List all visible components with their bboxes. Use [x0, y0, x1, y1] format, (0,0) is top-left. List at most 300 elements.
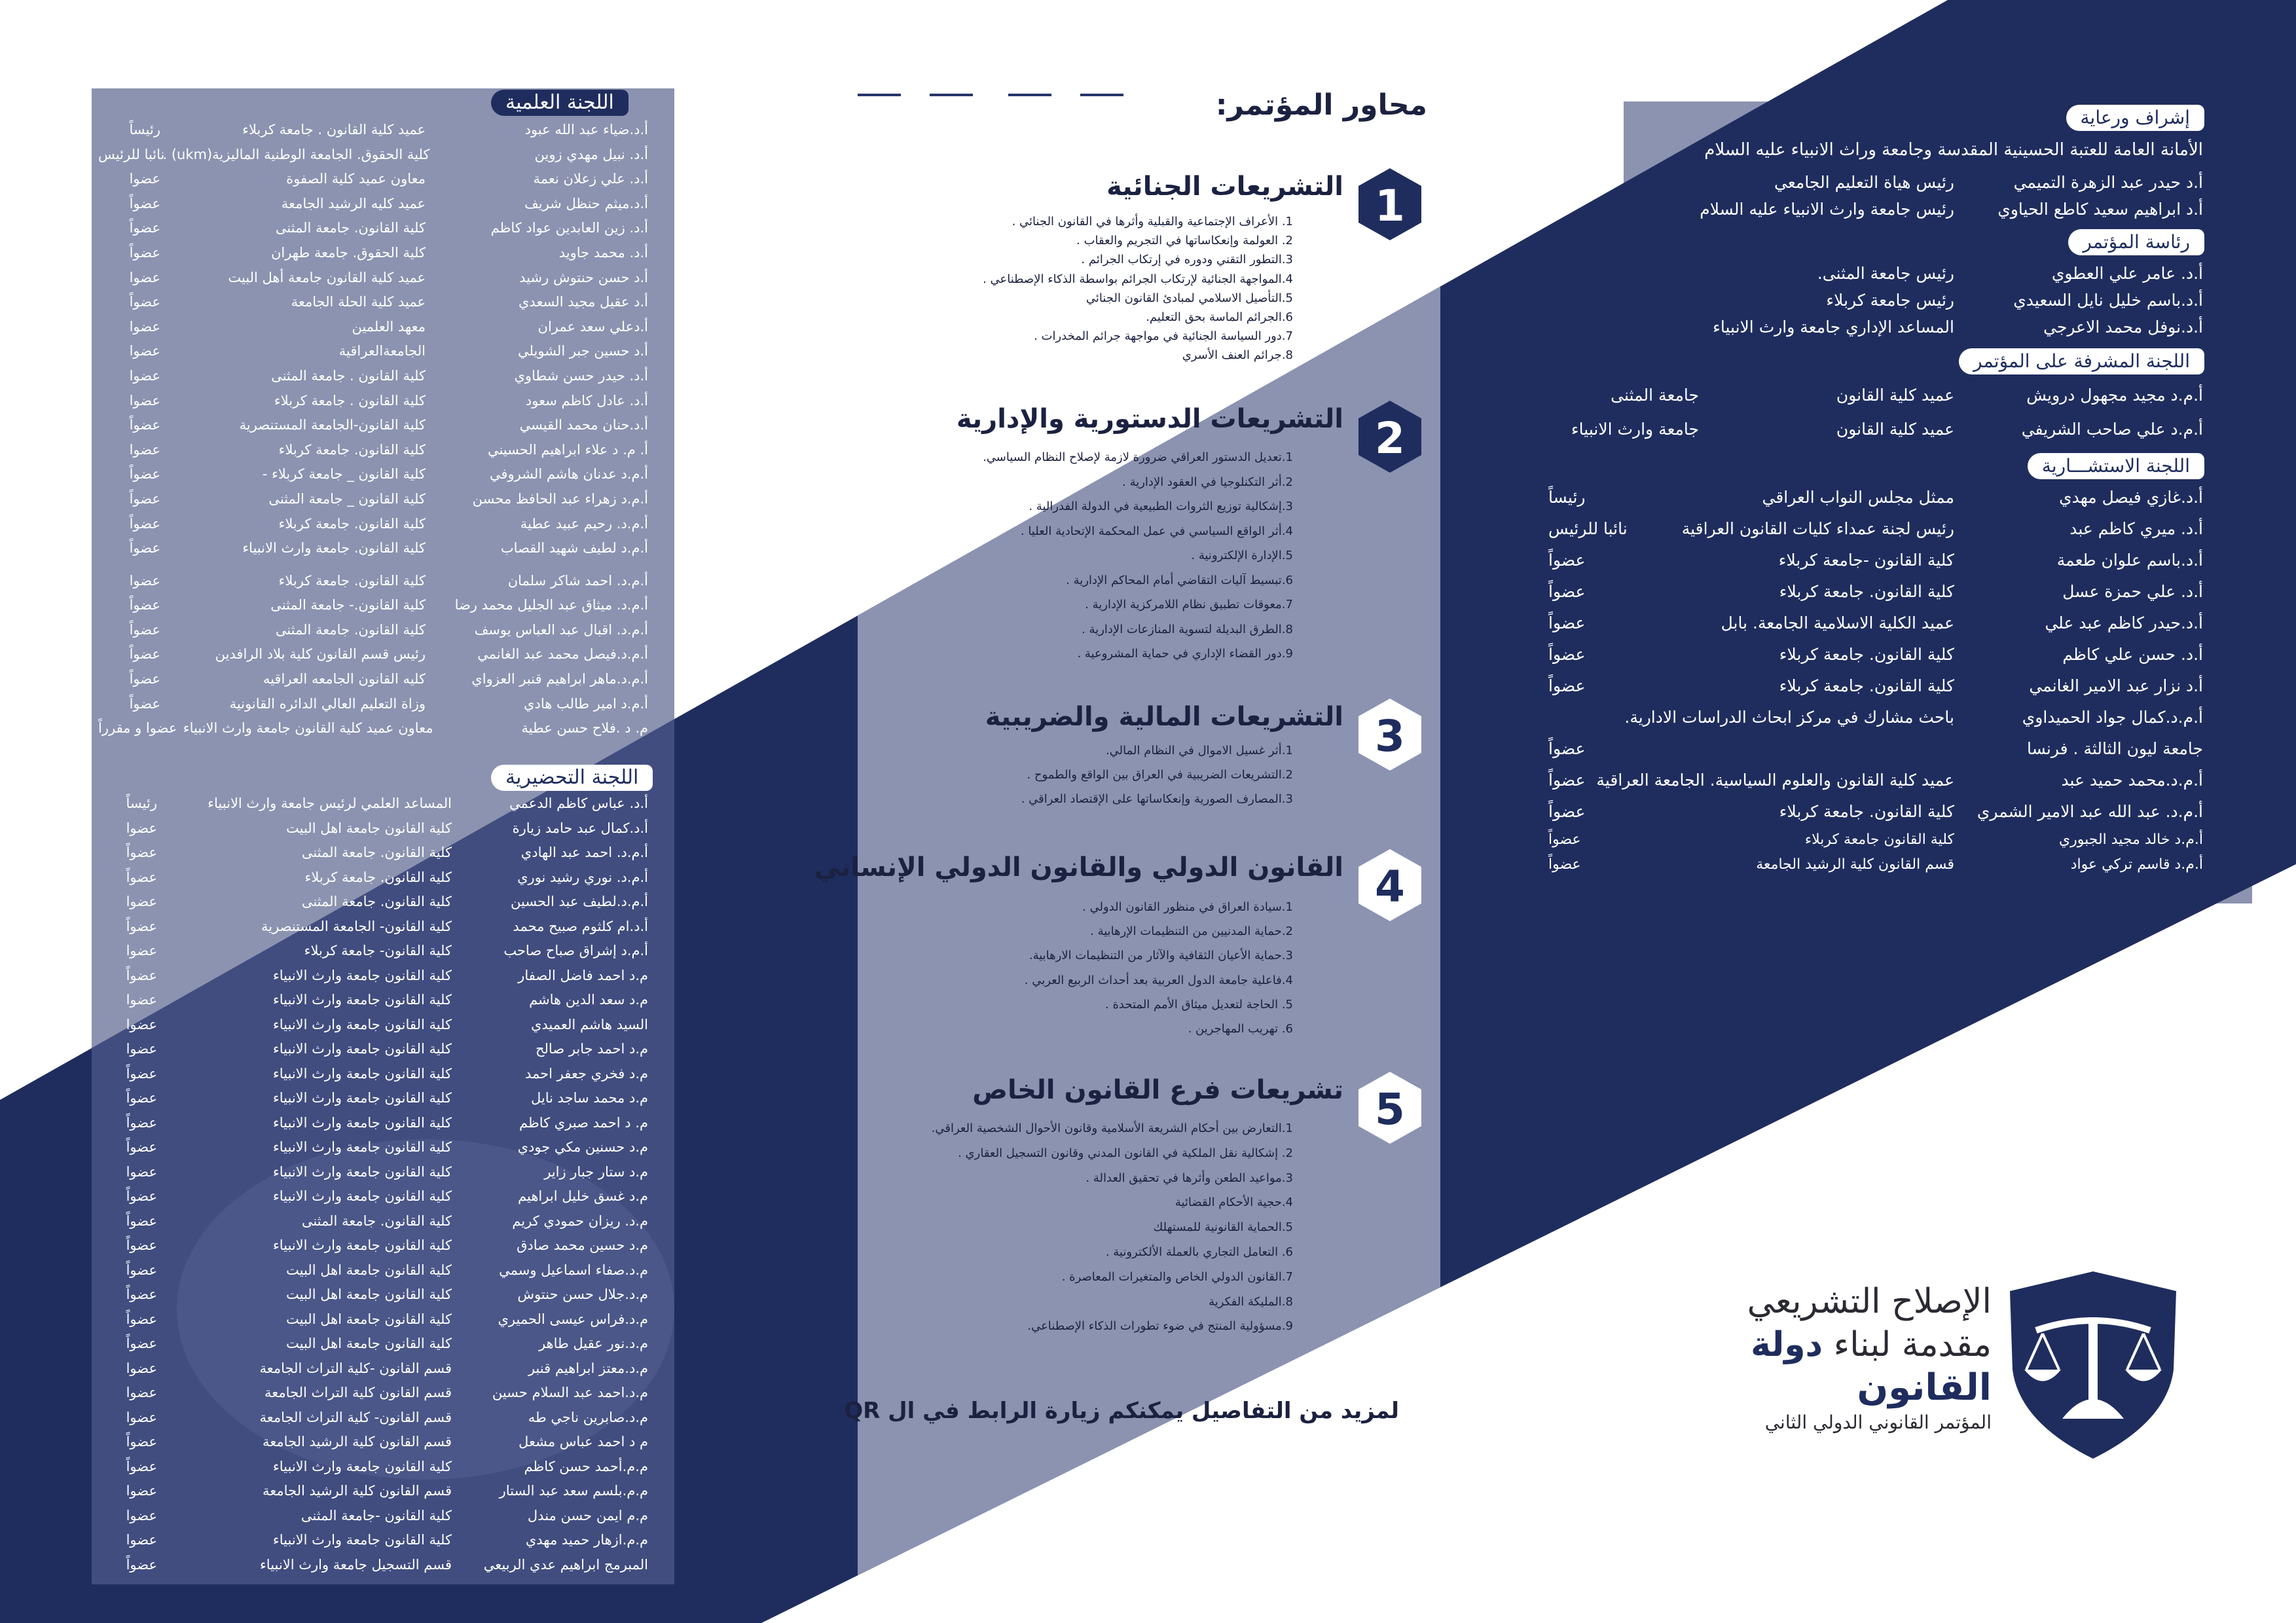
section-number-badge	[1358, 168, 1421, 240]
section-item: 5.التأصيل الاسلامي لمبادئ القانون الجنائي	[1085, 291, 1293, 305]
logo-line-2	[1747, 1323, 1992, 1366]
section-item: 2.حماية المدنيين من التنظيمات الإرهابية .	[1090, 924, 1293, 939]
member-role: عضواً	[1548, 831, 1581, 848]
member-role: عضوا	[129, 171, 160, 187]
supervising-committee-list	[1571, 378, 2203, 447]
member-affiliation: كلية القانون _ جامعة المثنى	[268, 490, 426, 507]
committee-row	[1548, 828, 2203, 852]
member-name: أ.د.غازي فيصل مهدي	[2059, 488, 2203, 507]
committee-row	[98, 1184, 648, 1209]
qr-footer-text: لمزيد من التفاصيل يمكنكم زيارة الرابط في ال QR	[844, 1398, 1399, 1424]
member-role: عضوا و مقرراً	[98, 720, 177, 737]
member-name: أ.م.د.كمال جواد الحميداوي	[2022, 708, 2203, 727]
member-name: أ.د.باسم خليل نايل السعيدي	[2013, 291, 2203, 310]
logo-shield-icon	[2010, 1271, 2176, 1459]
member-role: عضواً	[126, 1434, 157, 1450]
member-role: عضواً	[126, 1286, 157, 1302]
committee-row	[98, 389, 648, 414]
committee-row	[98, 692, 648, 717]
section-title: التشريعات الدستورية والإدارية	[956, 404, 1343, 434]
preparatory-committee-list	[98, 792, 648, 1577]
member-name: أ. م. د علاء ابراهيم الحسيني	[487, 441, 648, 458]
section-item: 7.القانون الدولي الخاص والمتغيرات المعاصرة .	[1061, 1269, 1293, 1284]
committee-row	[98, 339, 648, 364]
section-item: 9.دور القضاء الإداري في حماية المشروعية .	[1077, 647, 1293, 661]
member-affiliation: كلية القانون جامعة وارث الانبياء	[272, 1016, 452, 1032]
member-role: عضواً	[126, 1065, 157, 1082]
committee-row	[1611, 378, 2203, 412]
committee-row	[1561, 260, 2203, 287]
member-affiliation: كلية القانون جامعة اهل البيت	[286, 1336, 452, 1351]
member-role: عضواً	[129, 195, 160, 211]
advisory-committee-list	[1548, 482, 2203, 877]
committee-row	[1640, 196, 2203, 223]
member-role: عضوا	[126, 1041, 157, 1057]
member-affiliation: كلية القانون جامعة وارث الانبياء	[272, 1041, 452, 1057]
member-affiliation: باحث مشارك في مركز ابحاث الدراسات الادارية.	[1624, 708, 1954, 727]
member-role: عضواً	[129, 294, 160, 310]
committee-row	[98, 1111, 648, 1136]
section-number-badge	[1358, 401, 1421, 473]
member-role: عضواً	[126, 967, 157, 983]
committee-row	[98, 642, 648, 667]
section-number: 1	[1375, 181, 1405, 231]
committee-row	[98, 364, 648, 389]
committee-row	[98, 241, 648, 266]
member-affiliation: عميد كلية القانون والعلوم السياسية. الجامعة العراقية	[1596, 771, 1954, 790]
member-role: عضوا	[126, 1532, 157, 1548]
committee-row	[98, 462, 648, 487]
member-name: أ.د. حيدر حسن شطاوي	[514, 367, 648, 384]
member-affiliation: كلية القانون جامعة وارث الانبياء	[272, 1458, 452, 1474]
section-item: 3.حماية الأعيان الثقافية والآثار من التنظيمات الارهابية.	[1029, 949, 1293, 963]
committee-row	[98, 988, 648, 1013]
member-role: عضواً	[129, 466, 160, 483]
decor-dash	[930, 94, 973, 96]
supervision-title: إشراف ورعاية	[2066, 105, 2204, 131]
member-role: عضوا	[129, 367, 160, 384]
member-name: م.د ستار جبار زاير	[544, 1163, 648, 1180]
member-name: المبرمج ابراهيم عدي الربيعي	[483, 1556, 648, 1573]
member-role: عضواً	[126, 1237, 157, 1253]
committee-row	[98, 1062, 648, 1087]
member-affiliation: كلية القانون جامعة وارث الانبياء	[272, 1065, 452, 1082]
member-affiliation: قسم القانون كلية الرشيد الجامعة	[263, 1434, 452, 1450]
logo-line-4: المؤتمر القانوني الدولي الثاني	[1764, 1412, 1992, 1433]
section-item: 2. العولمة وإنعكاساتها في التجريم والعقاب .	[1076, 234, 1293, 248]
member-name: م.م ايمن حسن مندل	[527, 1507, 648, 1523]
section-item: 2.التشريعات الضريبية في العراق بين الواقع والطموح .	[1027, 768, 1293, 782]
member-name: م.د.احمد عبد السلام حسين	[492, 1385, 648, 1400]
section-item: 6.الجرائم الماسة بحق التعليم.	[1146, 310, 1293, 324]
member-name: أ.م.د لطيف شهيد القصاب	[500, 540, 648, 556]
member-name: أ.د حسن حنتوش رشيد	[519, 269, 648, 285]
member-role: عضواً	[1548, 613, 1586, 632]
committee-row	[98, 1135, 648, 1160]
member-name: أ.م.د.فيصل محمد عبد الغانمي	[477, 646, 648, 663]
member-role: عضواً	[1548, 856, 1581, 873]
member-role: عضواً	[126, 1213, 157, 1229]
member-name: أ.م.د. عبد الله عبد الامير الشمري	[1977, 802, 2203, 821]
committee-row	[98, 315, 648, 340]
committee-row	[1548, 608, 2203, 639]
committee-row	[98, 167, 648, 192]
member-name: أ.د.ميثم حنظل شريف	[524, 195, 648, 211]
member-affiliation: كلية القانون جامعة وارث الانبياء	[272, 1090, 452, 1106]
member-affiliation: رئيس جامعة وارث الانبياء عليه السلام	[1700, 200, 1954, 219]
member-affiliation: كلية القانون جامعة وارث الانبياء	[272, 1163, 452, 1180]
member-role: عضواً	[129, 540, 160, 556]
section-item: 2.أثر التكنلوجيا في العقود الإدارية .	[1122, 475, 1293, 489]
committee-row	[98, 841, 648, 866]
member-name: أ.د عقيل مجيد السعدي	[518, 294, 648, 310]
member-role: عضواً	[126, 1458, 157, 1474]
section-item: 6. تهريب المهاجرين .	[1188, 1022, 1293, 1036]
member-name: أ.م.د زهراء عبد الحافظ محسن	[472, 490, 648, 507]
committee-row	[1548, 482, 2203, 513]
committee-row	[98, 1504, 648, 1529]
committee-row	[98, 816, 648, 841]
supervision-list	[1640, 169, 2203, 223]
member-role: عضواً	[126, 1114, 157, 1131]
member-name: أ.م.د عدنان هاشم الشروفي	[489, 466, 648, 483]
member-role: عضواً	[1548, 739, 1586, 758]
member-name: أ.د نزار عبد الامير الغانمي	[2029, 676, 2203, 695]
member-role: عضواً	[1548, 676, 1586, 695]
member-name: أ.م.د خالد مجيد الجبوري	[2058, 831, 2203, 848]
member-affiliation: رئيس هياة التعليم الجامعي	[1774, 173, 1954, 192]
member-role: عضواً	[129, 417, 160, 433]
committee-row	[98, 438, 648, 463]
member-role	[1548, 702, 1624, 733]
member-affiliation: كلية الحقوق. الجامعة الوطنية الماليزية(ukm) .	[162, 146, 430, 162]
scientific-committee-list	[98, 118, 648, 741]
section-item: 1.سيادة العراق في منظور القانون الدولي .	[1082, 900, 1293, 914]
section-item: 2. إشكالية نقل الملكية في القانون المدني وقانون التسجيل العقاري .	[958, 1146, 1293, 1160]
committee-row	[1640, 169, 2203, 196]
member-name: أ.م.د.لطيف عبد الحسين	[511, 894, 648, 909]
member-affiliation: عميد كلية الحلة الجامعة	[291, 294, 426, 310]
member-role: عضواً	[129, 695, 160, 712]
member-name: جامعة ليون الثالثة . فرنسا	[2026, 739, 2203, 758]
member-role: عضوا	[129, 572, 160, 589]
member-affiliation: المساعد الإداري جامعة وارث الانبياء	[1713, 318, 1954, 337]
member-affiliation: رئيس جامعة المثنى.	[1817, 264, 1954, 283]
axes-heading: محاور المؤتمر:	[1215, 88, 1427, 122]
member-affiliation: كلية القانون جامعة وارث الانبياء	[272, 967, 452, 983]
member-affiliation: قسم القانون- كلية التراث الجامعة	[259, 1409, 452, 1425]
committee-row	[98, 1455, 648, 1480]
member-affiliation: كلية القانون . جامعة كربلاء	[274, 392, 426, 409]
member-role: عضواً	[1548, 645, 1586, 664]
member-name: أ.د.حيدر كاظم عبد علي	[2045, 613, 2203, 632]
member-affiliation: معهد العلمين	[352, 318, 426, 335]
member-name: أ.م.د. احمد عبد الهادي	[520, 845, 648, 860]
member-affiliation: كلية القانون . جامعة المثنى	[271, 367, 426, 384]
member-role: عضواً	[126, 1139, 157, 1155]
committee-row	[98, 1013, 648, 1038]
presidency-list	[1561, 260, 2203, 340]
member-affiliation: ممثل مجلس النواب العراقي	[1762, 488, 1954, 507]
member-affiliation: كلية القانون.- جامعة المثنى	[270, 597, 426, 613]
committee-row	[98, 266, 648, 291]
member-role: رئيساً	[1548, 488, 1586, 507]
committee-row	[98, 1086, 648, 1111]
section-item: 1. الأعراف الإجتماعية والقبلية وأثرها في القانون الجنائي .	[1011, 215, 1293, 228]
member-role: عضوا	[126, 943, 157, 958]
member-affiliation: كلية القانون. جامعة كربلاء	[1779, 802, 1954, 821]
member-name: م. د .فلاح حسن عطية	[521, 720, 648, 737]
member-role: عضواً	[129, 671, 160, 687]
section-item: 8.الطرق البديلة لتسوية المنازعات الإدارية .	[1082, 622, 1293, 636]
member-name: أ.م.د.ماهر ابراهيم قنبر العزواي	[471, 671, 648, 687]
member-role: عضوا	[129, 269, 160, 285]
member-affiliation: كلية القانون جامعة اهل البيت	[286, 1311, 452, 1327]
section-title: القانون الدولي والقانون الدولي الإنساني	[814, 852, 1343, 883]
section-number-badge	[1358, 1072, 1421, 1144]
member-name: م.د.جلال حسن حنتوش	[517, 1286, 648, 1302]
committee-row	[98, 593, 648, 618]
section-number-badge	[1358, 849, 1421, 921]
section-item: 3.إشكالية توزيع الثروات الطبيعية في الدولة الفدرالية .	[1029, 500, 1293, 513]
member-affiliation: كلية القانون. جامعة كربلاء	[1779, 582, 1954, 601]
supervision-line: الأمانة العامة للعتبة الحسينية المقدسة وجامعة وراث الانبياء عليه السلام	[1704, 140, 2203, 160]
member-name: أ.د حيدر عبد الزهرة التميمي	[2013, 173, 2203, 192]
member-role: عضواً	[126, 869, 157, 885]
member-name: أ.د. علي زعلان نعمة	[533, 171, 648, 187]
member-affiliation: كلية القانون- جامعة كربلاء	[304, 943, 452, 958]
committee-row	[98, 143, 648, 168]
committee-row	[98, 939, 648, 964]
decor-dash	[1008, 94, 1051, 96]
section-item: 5.الحماية القانونية للمستهلك	[1153, 1220, 1293, 1235]
member-affiliation	[1633, 733, 1954, 765]
section-item: 9.مسؤولية المنتج في ضوء تطورات الذكاء الإصطناعي.	[1027, 1319, 1293, 1334]
member-role: عضواً	[126, 1262, 157, 1278]
scientific-committee-title: اللجنة العلمية	[491, 90, 629, 116]
committee-row	[1548, 639, 2203, 670]
committee-row	[98, 1479, 648, 1504]
member-affiliation: قسم القانون كلية الرشيد الجامعة	[263, 1483, 452, 1499]
member-role: عضوا	[126, 1409, 157, 1425]
member-affiliation: كليه القانون الجامعه العراقيه	[263, 671, 426, 687]
committee-row	[1548, 765, 2203, 796]
member-role: عضواً	[126, 1336, 157, 1351]
section-item: 4.المواجهة الجنائية لإرتكاب الجرائم بواسطة الذكاء الإصطناعي .	[983, 272, 1293, 286]
member-name: أ.د. علي حمزة عسل	[2062, 582, 2203, 601]
member-affiliation: كلية القانون جامعة وارث الانبياء	[272, 1139, 452, 1155]
member-affiliation: كلية القانون جامعة كربلاء	[1804, 831, 1954, 848]
member-name: م.د حسين محمد صادق	[517, 1237, 648, 1253]
member-name: أ.د. نبيل مهدي زوين	[534, 146, 648, 162]
member-name: م.م.أحمد حسن كاظم	[524, 1458, 648, 1474]
section-title: التشريعات الجنائية	[1106, 172, 1343, 202]
member-affiliation: عميد كلية القانون	[1836, 386, 1954, 405]
member-affiliation: كلية القانون -جامعة كربلاء	[1778, 551, 1954, 570]
member-affiliation: معاون عميد كلية الصفوة	[286, 171, 426, 187]
member-name: م.م.ازهار حميد مهدي	[525, 1532, 648, 1548]
member-affiliation: كلية القانون. جامعة المثنى	[301, 894, 452, 909]
committee-row	[1548, 545, 2203, 576]
committee-row	[98, 1430, 648, 1455]
committee-row	[1561, 287, 2203, 314]
committee-row	[98, 569, 648, 594]
member-affiliation: كلية القانون. جامعة المثنى	[275, 220, 426, 236]
member-affiliation: كلية القانون جامعة اهل البيت	[286, 1286, 452, 1302]
section-item: 6.تبسيط آليات التقاضي أمام المحاكم الإدارية .	[1066, 573, 1293, 587]
member-name: م.د.صفاء اسماعيل وسمي	[499, 1262, 648, 1278]
member-role: عضواً	[126, 1311, 157, 1327]
member-name: أ.د.ضياء عبد الله عبود	[524, 122, 648, 137]
member-name: م.د احمد فاضل الصفار	[518, 967, 648, 983]
member-name: م.د.فراس عيسى الحميري	[498, 1311, 648, 1327]
section-number: 3	[1375, 711, 1405, 761]
member-role: عضواً	[126, 918, 157, 934]
committee-row	[98, 512, 648, 537]
member-affiliation: كلية القانون جامعة اهل البيت	[286, 820, 452, 836]
section-item: 1.أثر غسيل الاموال في النظام المالي.	[1105, 744, 1293, 757]
member-name: أ.د. حسن علي كاظم	[2062, 645, 2203, 664]
member-affiliation: معاون عميد كلية القانون جامعة وارث الانبياء	[183, 720, 433, 737]
member-name: أ.د.حنان محمد القيسي	[519, 417, 648, 433]
section-item: 4.فاعلية جامعة الدول العربية بعد أحداث الربيع العربي .	[1024, 973, 1293, 987]
member-name: م.د محمد ساجد نايل	[530, 1090, 648, 1106]
section-item: 1.تعديل الدستور العراقي ضرورة لازمة لإصلاح النظام السياسي.	[983, 450, 1293, 464]
decor-dash	[858, 94, 901, 96]
member-affiliation: كلية الحقوق. جامعة طهران	[270, 244, 426, 261]
member-name: أ.م.د. نوري رشيد نوري	[517, 869, 648, 885]
logo-line-2b: دولة	[1751, 1325, 1823, 1364]
member-role: عضواً	[1548, 771, 1586, 790]
member-role: عضوا	[126, 1163, 157, 1180]
committee-row	[98, 716, 648, 741]
committee-row	[1548, 852, 2203, 877]
member-name: م.م.بلسم سعد عبد الستار	[499, 1483, 648, 1499]
committee-row	[98, 1553, 648, 1578]
committee-row	[1548, 576, 2203, 608]
member-affiliation: كلية القانون. جامعة كربلاء	[1779, 645, 1954, 664]
member-name: م.د سعد الدين هاشم	[529, 992, 648, 1008]
committee-row	[98, 216, 648, 241]
committee-row	[1548, 670, 2203, 702]
member-affiliation: كلية القانون. جامعة وارث الانبياء	[242, 540, 426, 556]
section-item: 7.دور السياسة الجنائية في مواجهة جرائم المخدرات .	[1034, 329, 1293, 344]
member-name: أ.دعلي سعد عمران	[538, 318, 648, 335]
member-role: عضواً	[129, 220, 160, 236]
member-name: م.د. ريزان حمودي كريم	[512, 1213, 648, 1229]
member-name: أ.د. عباس كاظم الدعمي	[509, 795, 648, 811]
member-role: عضواً	[126, 845, 157, 860]
member-name: أ.د.نوفل محمد الاعرجي	[2043, 318, 2203, 337]
committee-row	[1548, 733, 2203, 765]
logo-line-1: الإصلاح التشريعي	[1747, 1282, 1992, 1321]
committee-row	[98, 290, 648, 315]
member-role: عضواً	[126, 1188, 157, 1204]
committee-row	[1561, 314, 2203, 340]
committee-row	[98, 1357, 648, 1381]
member-name: أ.م.د. رحيم عبيد عطية	[520, 515, 648, 532]
member-role: عضوا	[126, 992, 157, 1008]
member-role: عضواً	[1548, 802, 1586, 821]
member-role: عضواً	[129, 646, 160, 663]
member-affiliation: كلية القانون جامعة اهل البيت	[286, 1262, 452, 1278]
member-affiliation: كلية القانون-الجامعة المستنصرية	[239, 417, 426, 433]
member-affiliation: عميد كلية القانون	[1836, 420, 1954, 439]
member-name: م.د.نور عقيل طاهر	[538, 1336, 648, 1351]
section-item: 5. الحاجة لتعديل ميثاق الأمم المتحدة .	[1105, 997, 1293, 1012]
member-role: عضواً	[129, 244, 160, 261]
section-item: 3.التطور التقني ودوره في إرتكاب الجرائم .	[1081, 253, 1293, 267]
member-affiliation: كلية القانون. جامعة كربلاء	[278, 441, 426, 458]
member-affiliation: قسم القانون كلية الرشيد الجامعة	[1756, 856, 1954, 873]
committee-row	[98, 964, 648, 989]
section-number: 5	[1375, 1084, 1405, 1135]
presidency-title: رئاسة المؤتمر	[2068, 229, 2204, 255]
member-name: أ.م.د. اقبال عبد العباس يوسف	[474, 621, 648, 638]
committee-row	[98, 1258, 648, 1283]
member-name: أ.م.د.محمد حميد عبد	[2061, 771, 2203, 790]
member-name: أ.م.د قاسم تركي عواد	[2070, 856, 2203, 873]
committee-row	[98, 866, 648, 890]
member-role: عضواً	[129, 597, 160, 613]
member-name: أ.م.د. ميثاق عبد الجليل محمد رضا	[454, 597, 648, 613]
committee-row	[98, 890, 648, 915]
member-role: رئيساً	[126, 795, 157, 811]
member-affiliation: المساعد العلمي لرئيس جامعة وارث الانبياء	[208, 795, 452, 811]
member-affiliation: كلية القانون- الجامعة المستنصرية	[261, 918, 452, 934]
member-name: السيد هاشم العميدي	[530, 1016, 648, 1032]
committee-row	[98, 1233, 648, 1258]
member-name: أ.م.د مجيد مجهول درويش	[2026, 386, 2203, 405]
member-affiliation: قسم القانون كلية التراث الجامعة	[264, 1385, 452, 1400]
member-name: أ.د. عامر علي العطوي	[2051, 264, 2203, 283]
member-affiliation: كلية القانون جامعة وارث الانبياء	[272, 1237, 452, 1253]
member-role: عضوا	[129, 441, 160, 458]
member-affiliation: عميد كلية القانون جامعة أهل البيت	[228, 269, 426, 285]
member-affiliation: رئيس لجنة عمداء كليات القانون العراقية	[1681, 519, 1954, 538]
section-title: التشريعات المالية والضريبية	[985, 702, 1343, 732]
member-name: أ.د.كمال عبد حامد زيارة	[512, 820, 648, 836]
section-item: 5.الإدارة الإلكترونية .	[1191, 549, 1293, 562]
member-name: م.د فخري جعفر احمد	[525, 1065, 648, 1082]
member-affiliation: كلية القانون جامعة وارث الانبياء	[272, 1188, 452, 1204]
member-role: عضوا	[126, 1360, 157, 1376]
member-name: م.د.صابرين ناجي طه	[528, 1409, 648, 1425]
committee-row	[1548, 702, 2203, 733]
section-item: 1.التعارض بين أحكام الشريعة الأسلامية وقانون الأحوال الشخصية العراقي.	[931, 1122, 1293, 1135]
member-name: م.د غسق خليل ابراهيم	[518, 1188, 648, 1204]
member-name: أ.د حسين جبر الشويلي	[518, 343, 648, 359]
member-affiliation: كلية القانون. جامعة كربلاء	[278, 572, 426, 589]
member-affiliation: كلية القانون -جامعة المثنى	[301, 1507, 452, 1523]
member-affiliation: كلية القانون. جامعة المثنى	[275, 621, 426, 638]
committee-row	[98, 1160, 648, 1185]
section-item: 7.معوقات تطبيق نظام اللامركزية الإدارية .	[1085, 598, 1293, 611]
section-number: 4	[1375, 862, 1405, 912]
section-item: 4.حجية الأحكام القضائية	[1175, 1195, 1293, 1210]
committee-row	[98, 487, 648, 512]
section-item: 8.جرائم العنف الأسري	[1182, 348, 1293, 363]
member-affiliation: كلية القانون جامعة وارث الانبياء	[272, 992, 452, 1008]
member-name: أ.د.ام كلثوم صبيح محمد	[513, 918, 648, 934]
member-affiliation: كلية القانون. جامعة كربلاء	[304, 869, 452, 885]
member-name: أ.م.د علي صاحب الشريفي	[2021, 420, 2203, 439]
member-role: عضواً	[126, 1556, 157, 1573]
member-affiliation: عميد كلية القانون . جامعة كربلاء	[242, 122, 426, 137]
member-name: أ.د ابراهيم سعيد كاطع الحياوي	[1997, 200, 2203, 219]
member-affiliation: كلية القانون جامعة وارث الانبياء	[272, 1114, 452, 1131]
member-name: أ.د. ميري كاظم عبد	[2069, 519, 2203, 538]
